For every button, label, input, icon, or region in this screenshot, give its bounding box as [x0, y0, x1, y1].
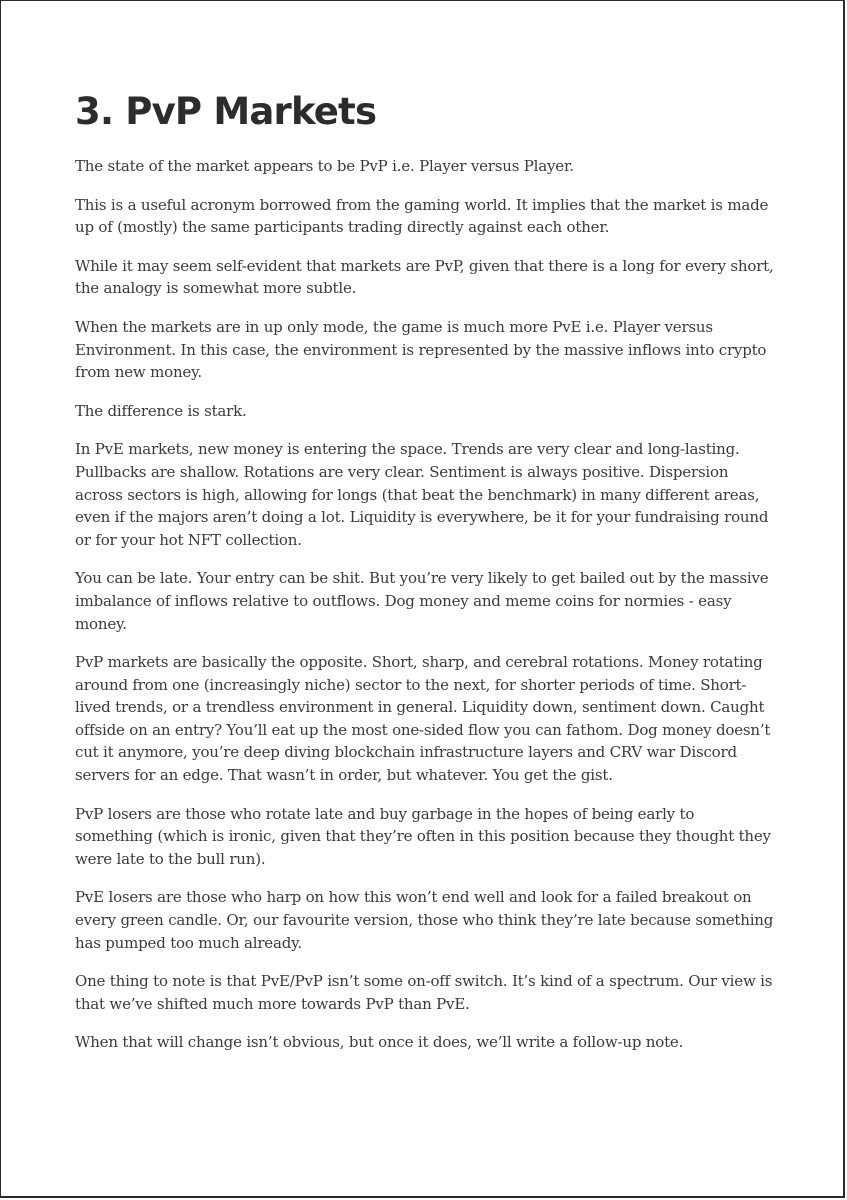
document-body: [75, 83, 775, 1070]
paragraph-2: This is a useful acronym borrowed from the gaming world. It implies that the market is made up of (mostly) the same participants trading directly against each other.: [75, 195, 769, 237]
section-heading: 3. PvP Markets: [75, 90, 377, 133]
paragraph-8: PvP markets are basically the opposite. Short, sharp, and cerebral rotations. Money rotating around from one (increasingly niche) sector to the next, for shorter periods of time. Short-lived trends, or a trendless environment in general. Liquidity down, sentiment down. Caught offside on an entry? You’ll eat up the most one-sided flow you can fathom. Dog money doesn’t cut it anymore, you’re deep diving blockchain infrastructure layers and CRV war Discord servers for an edge. That wasn’t in order, but whatever. You get the gist.: [75, 653, 771, 785]
paragraph-10: PvE losers are those who harp on how this won’t end well and look for a failed breakout on every green candle. Or, our favourite version, those who think they’re late because something has pumped too much already.: [75, 888, 774, 952]
paragraph-11: One thing to note is that PvE/PvP isn’t some on-off switch. It’s kind of a spectrum. Our view is that we’ve shifted much more towards PvP than PvE.: [75, 972, 773, 1013]
paragraph-1: The state of the market appears to be PvP i.e. Player versus Player.: [75, 157, 574, 175]
paragraph-4: When the markets are in up only mode, the game is much more PvE i.e. Player versus Environment. In this case, the environment is represented by the massive inflows into crypto from new money.: [75, 317, 767, 382]
paragraph-6: In PvE markets, new money is entering the space. Trends are very clear and long-lasting. Pullbacks are shallow. Rotations are very clear. Sentiment is always positive. Dispersion across sectors is high, allowing for longs (that beat the benchmark) in many different areas, even if the majors aren’t doing a lot. Liquidity is everywhere, be it for your fundraising round or for your hot NFT collection.: [75, 440, 769, 549]
paragraph-3: While it may seem self-evident that markets are PvP, given that there is a long for every short, the analogy is somewhat more subtle.: [75, 256, 774, 298]
paragraph-5: The difference is stark.: [75, 401, 247, 420]
paragraph-7: You can be late. Your entry can be shit. But you’re very likely to get bailed out by the massive imbalance of inflows relative to outflows. Dog money and meme coins for normies - easy money.: [75, 569, 769, 633]
paragraph-9: PvP losers are those who rotate late and buy garbage in the hopes of being early to something (which is ironic, given that they’re often in this position because they thought they were late to the bull run).: [75, 804, 771, 868]
paragraph-12: When that will change isn’t obvious, but once it does, we’ll write a follow-up note.: [75, 1033, 684, 1052]
